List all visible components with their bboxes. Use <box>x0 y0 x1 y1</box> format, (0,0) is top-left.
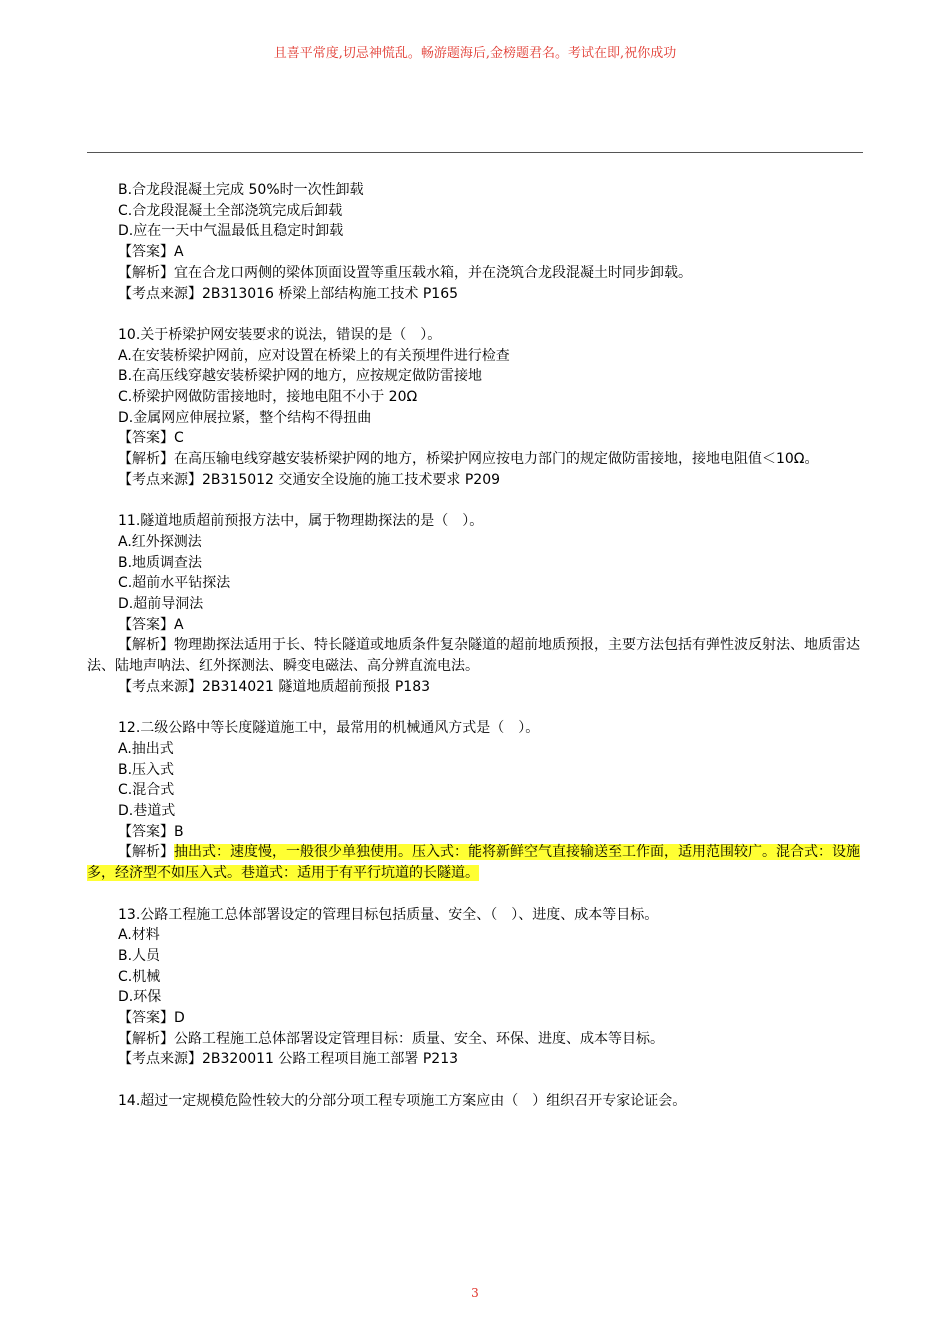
option: C.桥梁护网做防雷接地时，接地电阻不小于 20Ω <box>118 389 418 406</box>
option: A.抽出式 <box>118 740 174 757</box>
option: B.人员 <box>118 947 161 964</box>
question-12 <box>87 718 867 884</box>
source: 【考点来源】2B315012 交通安全设施的施工技术要求 P209 <box>118 471 501 488</box>
analysis: 【解析】在高压输电线穿越安装桥梁护网的地方，桥梁护网应按电力部门的规定做防雷接地，接地电阻值＜10Ω。 <box>118 451 819 468</box>
analysis: 【解析】公路工程施工总体部署设定管理目标：质量、安全、环保、进度、成本等目标。 <box>118 1030 664 1047</box>
option: D.应在一天中气温最低且稳定时卸载 <box>118 223 344 240</box>
question-text: 11.隧道地质超前预报方法中，属于物理勘探法的是（ ）。 <box>118 513 484 530</box>
option: C.混合式 <box>118 782 175 799</box>
option: D.巷道式 <box>118 803 176 820</box>
option: B.合龙段混凝土完成 50%时一次性卸载 <box>118 182 364 198</box>
question-10 <box>87 325 867 491</box>
option: D.环保 <box>118 989 162 1006</box>
question-14 <box>87 1091 867 1112</box>
question-9-tail <box>87 180 867 304</box>
answer: 【答案】B <box>118 823 184 840</box>
option: D.金属网应伸展拉紧，整个结构不得扭曲 <box>118 409 372 426</box>
analysis <box>87 842 867 883</box>
option: C.超前水平钻探法 <box>118 575 231 592</box>
option: B.地质调查法 <box>118 554 203 571</box>
analysis-highlighted-text: 抽出式：速度慢，一般很少单独使用。压入式：能将新鲜空气直接输送至工作面，适用范围较广。混合式：设施多，经济型不如压入式。巷道式：适用于有平行坑道的长隧道。 <box>87 844 860 882</box>
option: A.在安装桥梁护网前，应对设置在桥梁上的有关预埋件进行检查 <box>118 347 510 364</box>
page-number: 3 <box>471 1286 479 1300</box>
option: A.红外探测法 <box>118 533 202 550</box>
source: 【考点来源】2B320011 公路工程项目施工部署 P213 <box>118 1051 459 1068</box>
option: B.在高压线穿越安装桥梁护网的地方，应按规定做防雷接地 <box>118 368 483 385</box>
answer: 【答案】A <box>118 616 184 633</box>
analysis-label: 【解析】 <box>118 844 174 861</box>
header-divider <box>87 152 863 153</box>
question-text: 14.超过一定规模危险性较大的分部分项工程专项施工方案应由（ ）组织召开专家论证会。 <box>118 1092 687 1109</box>
option: B.压入式 <box>118 761 175 778</box>
answer: 【答案】D <box>118 1010 185 1027</box>
document-body <box>87 180 867 1112</box>
page-header-motto: 且喜平常度,切忌神慌乱。畅游题海后,金榜题君名。考试在即,祝你成功 <box>273 46 677 61</box>
question-13 <box>87 905 867 1071</box>
source: 【考点来源】2B313016 桥梁上部结构施工技术 P165 <box>118 285 459 302</box>
option: A.材料 <box>118 927 160 944</box>
question-text: 12.二级公路中等长度隧道施工中，最常用的机械通风方式是（ ）。 <box>118 720 540 737</box>
source: 【考点来源】2B314021 隧道地质超前预报 P183 <box>118 678 431 695</box>
question-text: 13.公路工程施工总体部署设定的管理目标包括质量、安全、（ ）、进度、成本等目标。 <box>118 906 659 923</box>
answer: 【答案】C <box>118 430 184 447</box>
option: C.合龙段混凝土全部浇筑完成后卸载 <box>118 202 343 219</box>
analysis: 【解析】宜在合龙口两侧的梁体顶面设置等重压载水箱，并在浇筑合龙段混凝土时同步卸载。 <box>118 264 692 281</box>
analysis: 【解析】物理勘探法适用于长、特长隧道或地质条件复杂隧道的超前地质预报，主要方法包括有弹性波反射法、地质雷达法、陆地声呐法、红外探测法、瞬变电磁法、高分辨直流电法。 <box>87 637 860 675</box>
question-11 <box>87 511 867 697</box>
answer: 【答案】A <box>118 244 184 261</box>
question-text: 10.关于桥梁护网安装要求的说法，错误的是（ ）。 <box>118 326 442 343</box>
option: D.超前导洞法 <box>118 596 204 613</box>
option: C.机械 <box>118 968 161 985</box>
